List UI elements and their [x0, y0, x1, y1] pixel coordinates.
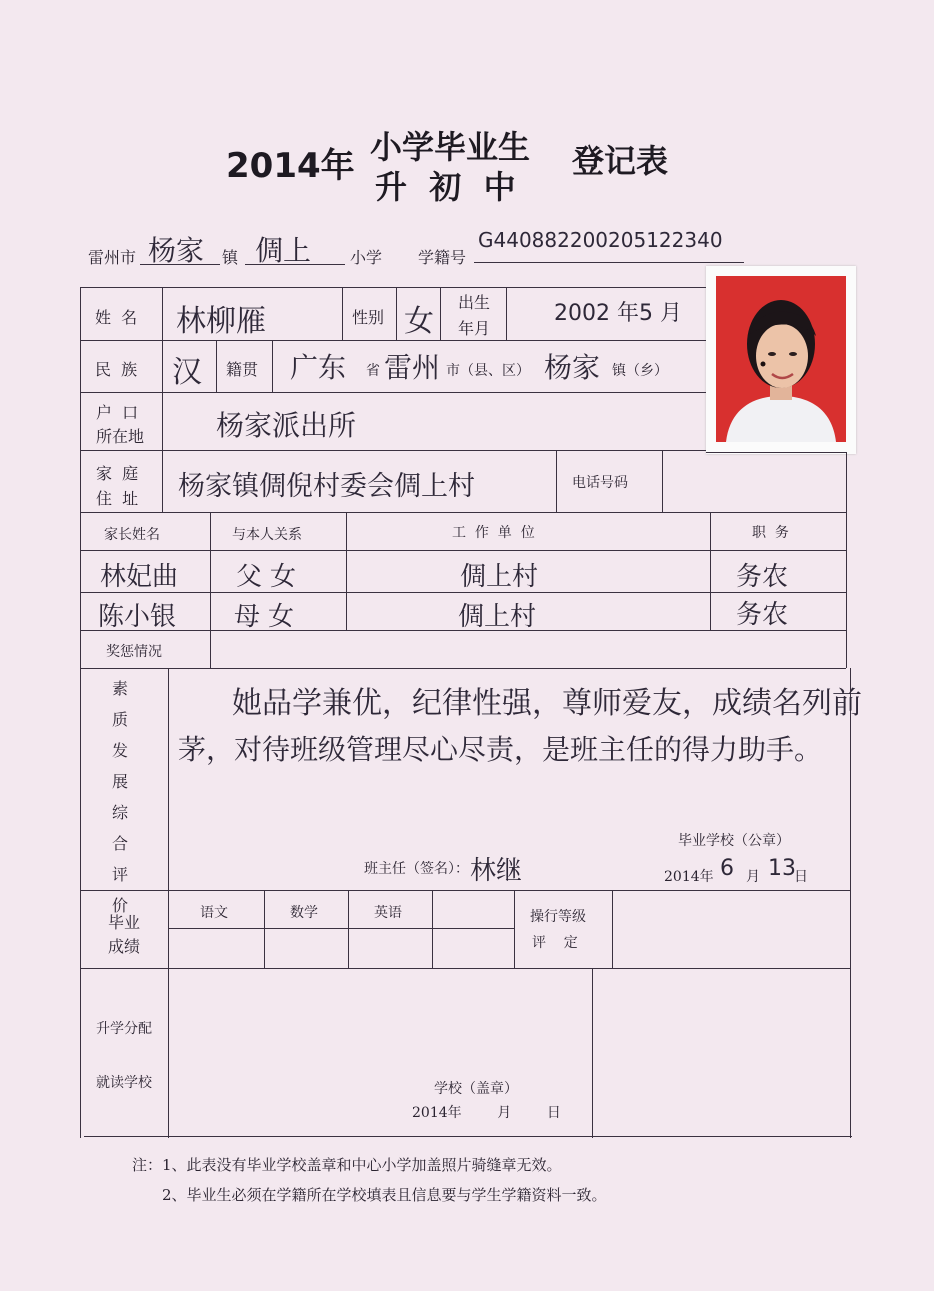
- grid-line: [80, 340, 706, 341]
- parent-1-job: 务农: [736, 562, 789, 592]
- subject-english: 英语: [374, 905, 402, 921]
- grid-line: [662, 450, 663, 512]
- subject-math: 数学: [290, 905, 318, 921]
- city-label: 雷州市: [88, 248, 137, 267]
- parent-1-work: 倜上村: [460, 562, 539, 592]
- title-line-2: 升 初 中: [375, 168, 516, 206]
- grid-line: [440, 287, 441, 340]
- placement-label: 升学分配: [96, 1021, 152, 1037]
- town-village-label: 镇（乡）: [612, 363, 668, 379]
- gender-label: 性别: [352, 308, 385, 327]
- grid-line: [162, 287, 163, 512]
- subject-chinese: 语文: [200, 905, 228, 921]
- province-label: 省: [366, 363, 380, 379]
- grid-line: [84, 1136, 852, 1137]
- address-value: 杨家镇倜倪村委会倜上村: [178, 471, 475, 502]
- grid-line: [850, 668, 851, 1138]
- native-city: 雷州: [384, 351, 441, 384]
- evaluation-label-char: 价: [112, 896, 129, 915]
- grid-line: [210, 512, 211, 668]
- eval-date-day: 13: [768, 856, 796, 881]
- grid-line: [272, 340, 273, 392]
- conduct-label-2: 评 定: [532, 935, 578, 951]
- grid-line: [80, 550, 846, 551]
- grid-line: [514, 890, 515, 968]
- birth-label-1: 出生: [458, 293, 491, 312]
- hukou-value: 杨家派出所: [216, 409, 357, 442]
- eval-date-month-label: 月: [746, 869, 760, 885]
- student-id-value: G440882200205122340: [478, 228, 723, 252]
- conduct-label-1: 操行等级: [530, 909, 586, 925]
- name-value: 林柳雁: [176, 304, 266, 339]
- hukou-label-2: 所在地: [96, 427, 145, 446]
- town-value: 杨家: [148, 234, 205, 267]
- grid-line: [216, 340, 217, 392]
- evaluation-label-char: 合: [112, 834, 129, 853]
- evaluation-label-char: 素: [112, 679, 129, 698]
- hukou-label-1: 户 口: [96, 403, 139, 422]
- evaluation-label-char: 展: [112, 772, 129, 791]
- school-underline: [245, 264, 345, 265]
- awards-label: 奖惩情况: [106, 644, 162, 660]
- grid-line: [612, 890, 613, 968]
- grid-line: [80, 287, 81, 1138]
- parent-2-job: 务农: [736, 600, 789, 630]
- grid-line: [396, 287, 397, 340]
- parent-2-relation: 母女: [234, 602, 303, 632]
- enrolled-school-label: 就读学校: [96, 1075, 152, 1091]
- grid-line: [346, 512, 347, 630]
- ethnicity-label: 民 族: [95, 360, 138, 379]
- native-label: 籍贯: [226, 360, 259, 379]
- grid-line: [168, 928, 514, 929]
- student-id-label: 学籍号: [418, 248, 467, 267]
- photo-background: [716, 276, 846, 442]
- ethnicity-value: 汉: [172, 355, 202, 390]
- note-2: 2、毕业生必须在学籍所在学校填表且信息要与学生学籍资料一致。: [162, 1186, 607, 1204]
- school-label: 小学: [350, 248, 383, 267]
- grid-line: [706, 452, 846, 453]
- parent-1-name: 林妃曲: [100, 562, 179, 592]
- grid-line: [506, 287, 507, 340]
- grid-line: [168, 668, 169, 1138]
- grid-line: [80, 287, 706, 288]
- grid-line: [348, 890, 349, 968]
- grades-label-2: 成绩: [108, 937, 141, 956]
- grid-line: [342, 287, 343, 340]
- grid-line: [264, 890, 265, 968]
- evaluation-label-char: 发: [112, 741, 129, 760]
- evaluation-label-char: 评: [112, 865, 129, 884]
- name-label: 姓 名: [95, 308, 138, 327]
- city-county-label: 市（县、区）: [446, 363, 530, 379]
- town-label: 镇: [222, 248, 239, 267]
- town-underline: [140, 264, 220, 265]
- grid-line: [432, 890, 433, 968]
- title-line-1: 小学毕业生: [370, 128, 531, 166]
- title-suffix: 登记表: [572, 142, 669, 180]
- grid-line: [80, 890, 850, 891]
- school-value: 倜上: [255, 234, 312, 267]
- evaluation-label-char: 综: [112, 803, 129, 822]
- grid-line: [592, 968, 593, 1138]
- teacher-sign-label: 班主任（签名）：: [364, 861, 469, 877]
- student-id-underline: [474, 262, 744, 263]
- native-town: 杨家: [544, 351, 601, 384]
- note-1: 注：1、此表没有毕业学校盖章和中心小学加盖照片骑缝章无效。: [132, 1156, 562, 1174]
- relation-header: 与本人关系: [232, 527, 302, 543]
- parent-2-name: 陈小银: [98, 602, 177, 632]
- grid-line: [80, 668, 846, 669]
- work-unit-header: 工 作 单 位: [452, 525, 535, 541]
- grades-label-1: 毕业: [108, 913, 141, 932]
- graduation-school-seal-label: 毕业学校（公章）: [678, 833, 790, 849]
- placement-date: 2014年 月 日: [412, 1105, 561, 1121]
- birth-label-2: 年月: [458, 319, 491, 338]
- phone-label: 电话号码: [572, 475, 628, 491]
- eval-date-day-label: 日: [794, 869, 808, 885]
- grid-line: [846, 452, 847, 668]
- grid-line: [556, 450, 557, 512]
- address-label-2: 住 址: [96, 489, 139, 508]
- parent-1-relation: 父女: [236, 562, 305, 592]
- parent-2-work: 倜上村: [458, 602, 537, 632]
- evaluation-line-1: 她品学兼优，纪律性强，尊师爱友，成绩名列前: [232, 686, 862, 721]
- native-province: 广东: [290, 351, 347, 384]
- placement-seal-label: 学校（盖章）: [434, 1081, 518, 1097]
- title-year: 2014年: [226, 146, 355, 186]
- student-photo: [706, 266, 856, 454]
- grid-line: [80, 968, 850, 969]
- job-header: 职 务: [752, 525, 789, 541]
- student-portrait-icon: [716, 276, 846, 442]
- evaluation-label: [112, 676, 128, 916]
- gender-value: 女: [404, 304, 434, 339]
- grid-line: [80, 450, 706, 451]
- eval-date-month: 6: [720, 856, 734, 881]
- birth-value: 2002 年5 月: [554, 301, 682, 326]
- teacher-signature: 林继: [470, 856, 523, 886]
- grid-line: [80, 392, 706, 393]
- parent-name-header: 家长姓名: [104, 527, 160, 543]
- evaluation-label-char: 质: [112, 710, 129, 729]
- eval-date-year: 2014年: [664, 869, 714, 885]
- evaluation-line-2: 茅，对待班级管理尽心尽责，是班主任的得力助手。: [178, 733, 823, 766]
- grid-line: [710, 512, 711, 630]
- address-label-1: 家 庭: [96, 464, 139, 483]
- grid-line: [80, 512, 846, 513]
